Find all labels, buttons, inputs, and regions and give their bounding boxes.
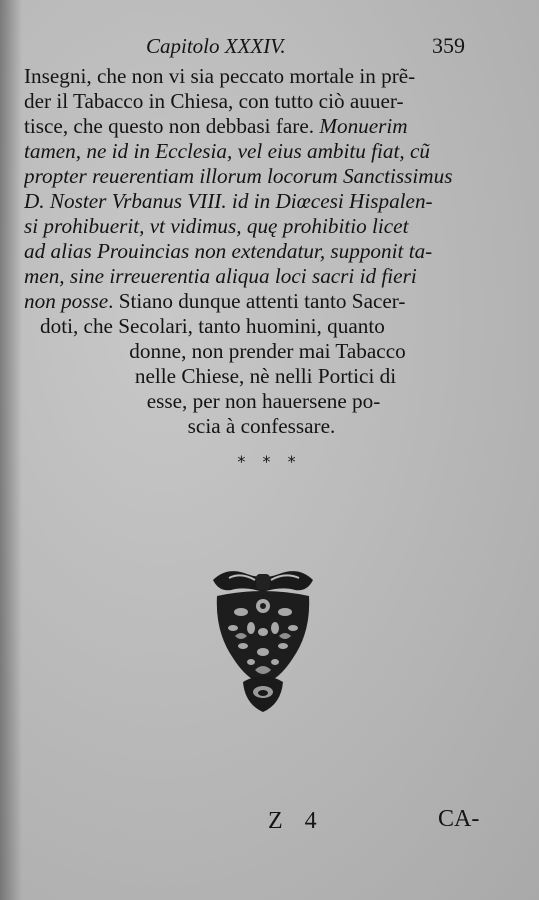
text-line: propter reuerentiam illorum locorum Sanctissimus [24, 164, 453, 188]
text-line: doti, che Secolari, tanto huomini, quanto [40, 314, 385, 338]
text-line-roman: tisce, che questo non debbasi fare. [24, 114, 320, 138]
text-line-italic: non posse [24, 289, 109, 313]
text-line: ad alias Prouincias non extendatur, supponit ta- [24, 239, 433, 263]
text-line [24, 287, 514, 315]
text-line: tamen, ne id in Ecclesia, vel eius ambitu fiat, cũ [24, 139, 430, 163]
text-line: men, sine irreuerentia aliqua loci sacri id fieri [24, 264, 417, 288]
catchword: CA- [438, 806, 480, 832]
running-title: Capitolo XXXIV. [146, 34, 286, 58]
page-number: 359 [432, 33, 465, 58]
text-line: donne, non prender mai Tabacco [129, 339, 406, 363]
text-line [24, 112, 514, 140]
floral-tailpiece-icon [207, 562, 319, 714]
signature-mark: Z 4 [268, 808, 325, 834]
text-line: si prohibuerit, vt vidimus, quę prohibitio licet [24, 214, 409, 238]
text-line-roman: . Stiano dunque attenti tanto Sacer- [108, 289, 406, 313]
text-line: esse, per non hauersene po- [146, 389, 381, 413]
text-line-italic: Monuerim [319, 114, 408, 138]
text-line: der il Tabacco in Chiesa, con tutto ciò auuer- [24, 89, 404, 113]
text-line: nelle Chiese, nè nelli Portici di [134, 364, 397, 388]
text-line: D. Noster Vrbanus VIII. id in Diœcesi Hispalen- [24, 189, 433, 213]
gutter-shadow [0, 0, 22, 900]
text-line: Insegni, che non vi sia peccato mortale in prẽ- [24, 64, 416, 88]
running-header [0, 34, 539, 64]
text-line: scia à confessare. [187, 414, 336, 438]
ornament-stars: * * * [237, 452, 302, 471]
